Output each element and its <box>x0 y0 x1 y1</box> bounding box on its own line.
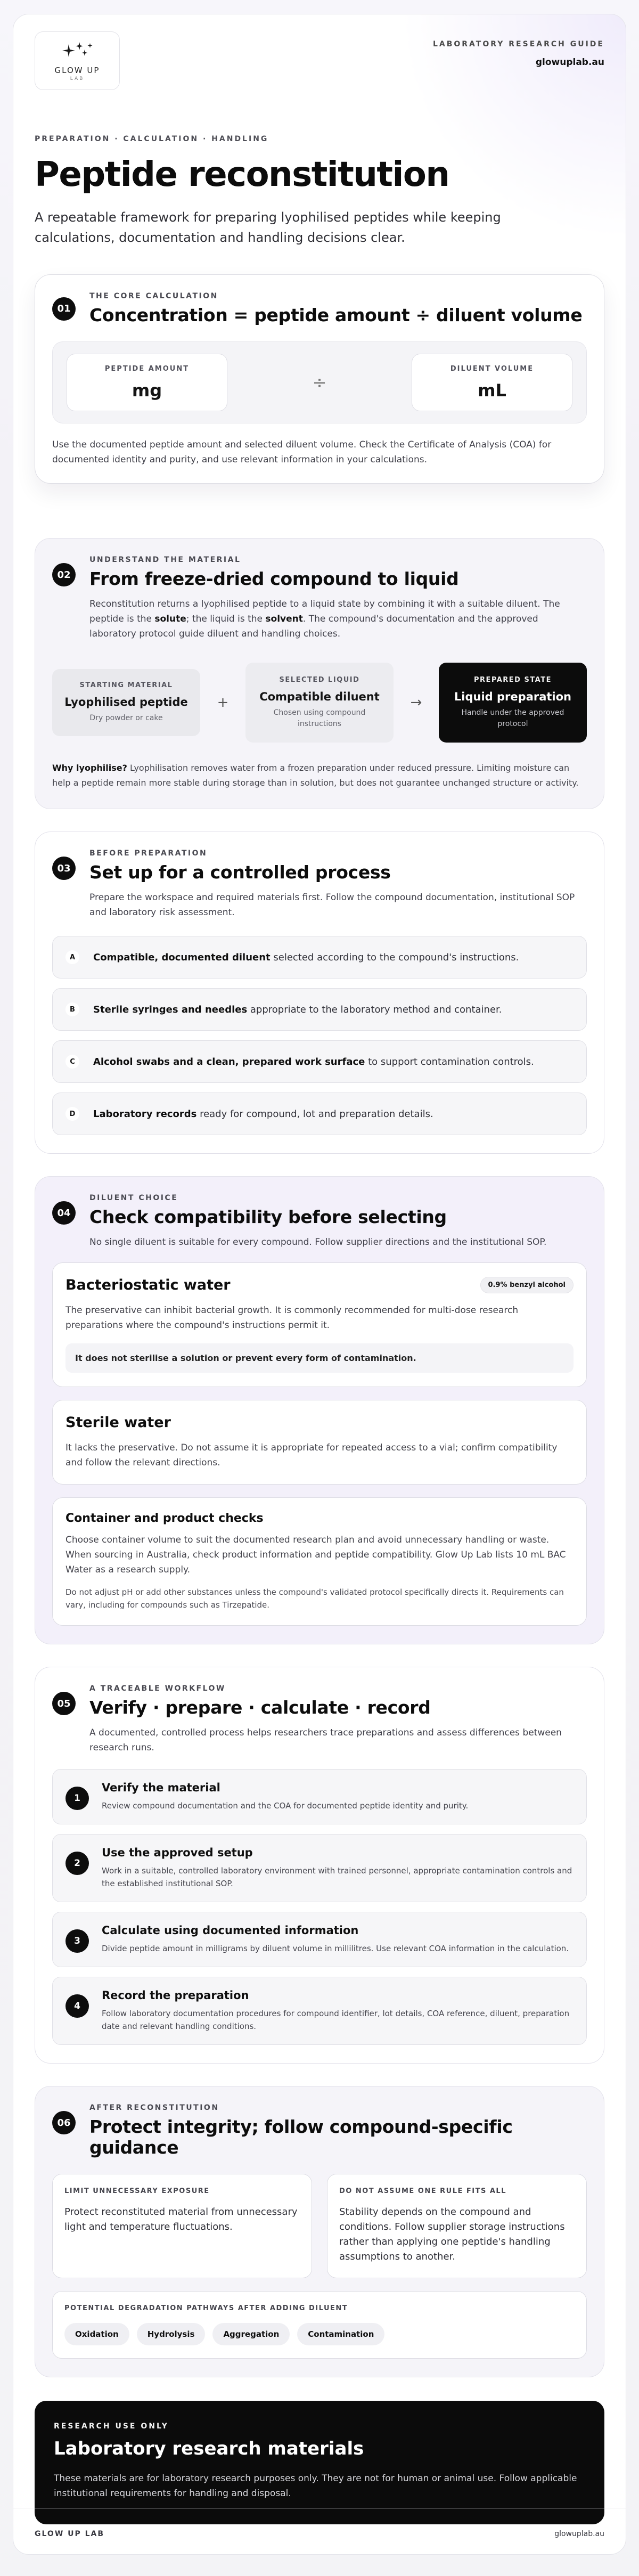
logo-sub: LAB <box>70 76 85 81</box>
list-item: C Alcohol swabs and a clean, prepared work surface to support contamination controls. <box>52 1040 587 1083</box>
list-item: B Sterile syringes and needles appropriate to the laboratory method and container. <box>52 988 587 1031</box>
banner-title: Laboratory research materials <box>54 2438 364 2459</box>
formula <box>52 341 587 423</box>
section-setup <box>35 832 604 1154</box>
hero-kicker: PREPARATION · CALCULATION · HANDLING <box>35 135 269 143</box>
chip-aggregation: Aggregation <box>212 2323 290 2345</box>
sparkle-logo-icon <box>57 40 97 63</box>
flow-step-prepared: PREPARED STATE Liquid preparation Handle under the approved protocol <box>439 663 587 743</box>
peptide-amount-box <box>67 354 227 411</box>
page-title: Peptide reconstitution <box>35 155 449 194</box>
chip-hydrolysis: Hydrolysis <box>137 2323 206 2345</box>
section-core-calculation <box>35 274 604 484</box>
banner-text: These materials are for laboratory research purposes only. They are not for human or animal use. Follow applicable institutional requirements for handling and disposal. <box>54 2473 577 2499</box>
section-kicker: AFTER RECONSTITUTION <box>89 2104 219 2112</box>
section-title: Verify · prepare · calculate · record <box>89 1697 431 1718</box>
header <box>35 31 604 111</box>
setup-checklist <box>52 936 587 1135</box>
degradation-pathways: POTENTIAL DEGRADATION PATHWAYS AFTER ADDING DILUENT Oxidation Hydrolysis Aggregation Contamination <box>52 2291 587 2359</box>
container-checks-card <box>52 1497 587 1626</box>
header-kicker: LABORATORY RESEARCH GUIDE <box>432 40 604 48</box>
workflow-steps <box>52 1769 587 2045</box>
benzyl-alcohol-badge: 0.9% benzyl alcohol <box>480 1277 574 1293</box>
no-one-rule-card: DO NOT ASSUME ONE RULE FITS ALL Stability depends on the compound and conditions. Follow supplier storage instructions rather than applying one peptide's handling assumptions to another. <box>327 2174 587 2278</box>
section-kicker: THE CORE CALCULATION <box>89 292 218 300</box>
list-item: A Compatible, documented diluent selected according to the compound's instructions. <box>52 936 587 979</box>
footer <box>35 2530 604 2538</box>
section-title: Set up for a controlled process <box>89 862 391 883</box>
why-lyophilise-note: Why lyophilise? Lyophilisation removes water from a frozen preparation under reduced pressure. Limiting moisture can help a peptide remain more stable during storage than in solution, but does not guarantee unchanged structure or activity. <box>52 763 579 788</box>
research-use-banner <box>35 2401 604 2524</box>
section-intro: Prepare the workspace and required materials first. Follow the compound documentation, institutional SOP and laboratory risk assessment. <box>89 892 575 918</box>
diluent-volume-box <box>412 354 572 411</box>
list-item: D Laboratory records ready for compound, lot and preparation details. <box>52 1093 587 1135</box>
guide-card <box>13 14 626 2555</box>
header-site-link[interactable]: glowuplab.au <box>535 57 604 68</box>
card-title: Container and product checks <box>65 1512 264 1525</box>
divide-icon: ÷ <box>312 372 327 393</box>
section-title: From freeze-dried compound to liquid <box>89 568 459 589</box>
warning-callout: It does not sterilise a solution or prevent every form of contamination. <box>65 1343 574 1373</box>
section-material <box>35 538 604 809</box>
chip-contamination: Contamination <box>297 2323 384 2345</box>
card-text: The preservative can inhibit bacterial growth. It is commonly recommended for multi-dose research preparations where the compound's instructions permit it. <box>65 1305 519 1331</box>
section-kicker: UNDERSTAND THE MATERIAL <box>89 556 241 564</box>
section-workflow <box>35 1667 604 2064</box>
section-number: 01 <box>52 297 76 321</box>
section-number: 06 <box>52 2111 76 2134</box>
section-intro: Reconstitution returns a lyophilised peptide to a liquid state by combining it with a suitable diluent. The peptide is the solute; the liquid is the solvent. The compound's documentation and the approved laboratory protocol guide diluent and handling choices. <box>89 599 560 639</box>
section-kicker: BEFORE PREPARATION <box>89 849 208 858</box>
section-title: Protect integrity; follow compound-specific guidance <box>89 2116 513 2158</box>
arrow-right-icon: → <box>410 695 422 711</box>
peptide-amount-label: PEPTIDE AMOUNT <box>104 364 190 373</box>
workflow-step: 1 Verify the material Review compound documentation and the COA for documented peptide identity and purity. <box>52 1769 587 1824</box>
banner-kicker: RESEARCH USE ONLY <box>54 2422 169 2431</box>
logo[interactable] <box>35 31 120 90</box>
peptide-amount-unit: mg <box>132 380 162 401</box>
plus-icon: + <box>217 695 229 711</box>
card-small-print: Do not adjust pH or add other substances unless the compound's validated protocol specifically directs it. Requirements can vary, including for compounds such as Tirzepatide. <box>65 1587 564 1610</box>
card-text: Choose container volume to suit the documented research plan and avoid unnecessary handling or waste. When sourcing in Australia, check product information and peptide compatibility. Glow Up Lab lists 10 mL BAC Water as a research supply. <box>65 1535 566 1575</box>
section-title: Check compatibility before selecting <box>89 1207 447 1227</box>
sterile-water-card <box>52 1400 587 1485</box>
workflow-step: 2 Use the approved setup Work in a suitable, controlled laboratory environment with trained personnel, appropriate contamination controls and the established institutional SOP. <box>52 1834 587 1902</box>
footer-brand: GLOW UP LAB <box>35 2530 105 2538</box>
flow-step-starting: STARTING MATERIAL Lyophilised peptide Dry powder or cake <box>52 669 200 736</box>
section-number: 05 <box>52 1692 76 1715</box>
section-kicker: DILUENT CHOICE <box>89 1194 178 1202</box>
hero-lede: A repeatable framework for preparing lyophilised peptides while keeping calculations, documentation and handling decisions clear. <box>35 210 501 245</box>
diluent-volume-label: DILUENT VOLUME <box>450 364 534 373</box>
section-after-reconstitution <box>35 2086 604 2377</box>
workflow-step: 3 Calculate using documented information Divide peptide amount in milligrams by diluent volume in millilitres. Use relevant COA information in the calculation. <box>52 1912 587 1967</box>
section-number: 02 <box>52 563 76 586</box>
diluent-volume-unit: mL <box>478 380 506 401</box>
reconstitution-flow <box>52 663 587 743</box>
calculation-note: Use the documented peptide amount and selected diluent volume. Check the Certificate of Analysis (COA) for documented identity and purity, and use relevant information in your calculations. <box>52 439 552 465</box>
card-title: Bacteriostatic water <box>65 1277 231 1293</box>
flow-step-diluent: SELECTED LIQUID Compatible diluent Chosen using compound instructions <box>245 663 394 743</box>
section-intro: No single diluent is suitable for every compound. Follow supplier directions and the institutional SOP. <box>89 1237 547 1248</box>
section-number: 04 <box>52 1201 76 1225</box>
card-title: Sterile water <box>65 1414 171 1431</box>
bacteriostatic-water-card <box>52 1262 587 1387</box>
limit-exposure-card: LIMIT UNNECESSARY EXPOSURE Protect reconstituted material from unnecessary light and temperature fluctuations. <box>52 2174 312 2278</box>
logo-name: GLOW UP <box>54 66 100 75</box>
chip-oxidation: Oxidation <box>64 2323 129 2345</box>
section-kicker: A TRACEABLE WORKFLOW <box>89 1684 226 1693</box>
card-text: It lacks the preservative. Do not assume it is appropriate for repeated access to a vial; confirm compatibility and follow the relevant directions. <box>65 1442 558 1468</box>
section-intro: A documented, controlled process helps researchers trace preparations and assess differences between research runs. <box>89 1727 562 1753</box>
workflow-step: 4 Record the preparation Follow laboratory documentation procedures for compound identifier, lot details, COA reference, diluent, preparation date and relevant handling conditions. <box>52 1977 587 2045</box>
section-number: 03 <box>52 857 76 880</box>
footer-site-link[interactable]: glowuplab.au <box>554 2530 604 2538</box>
section-title: Concentration = peptide amount ÷ diluent volume <box>89 305 583 325</box>
section-diluent-choice <box>35 1176 604 1644</box>
